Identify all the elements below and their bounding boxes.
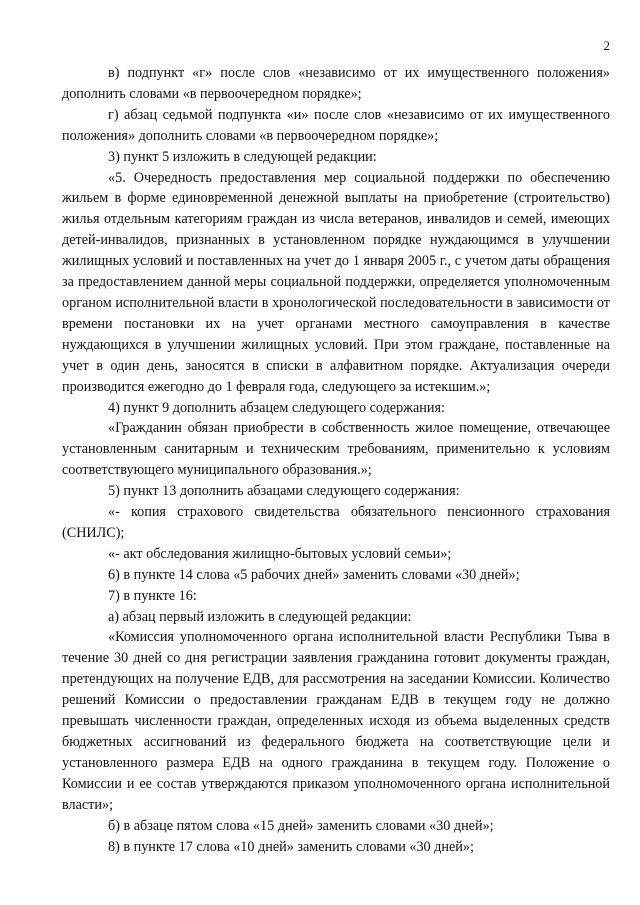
paragraph-item-7: 7) в пункте 16: bbox=[108, 587, 197, 604]
paragraph-subitem-b: б) в абзаце пятом слова «15 дней» заменить словами «30 дней»; bbox=[108, 817, 494, 834]
paragraph-commission-text: «Комиссия уполномоченного органа исполнительной власти Республики Тыва в течение 30 дней со дня регистрации заявления гражданина готовит документы граждан, претендующих на получение ЕДВ, для рассмотрения на заседании Комиссии. Количество решений Комиссии о предоставлении гражданам ЕДВ в текущем году не должно превышать численности граждан, определенных исходя из объема выделенных средств бюджетных ассигнований из федерального бюджета на соответствующие цели и установленного размера ЕДВ на одного гражданина в текущем году. Положение о Комиссии и ее состав утверждаются приказом уполномоченного органа исполнительной власти»; bbox=[62, 629, 610, 813]
paragraph-point-9-text: «Гражданин обязан приобрести в собственность жилое помещение, отвечающее установленным санитарным и техническим требованиям, применительно к условиям соответствующего муниципального образования.»; bbox=[62, 420, 610, 479]
paragraph-subitem-g: г) абзац седьмой подпункта «и» после слов «независимо от их имущественного положения» дополнить словами «в первоочередном порядке»; bbox=[62, 106, 610, 144]
paragraph-subitem-a: а) абзац первый изложить в следующей редакции: bbox=[108, 608, 412, 625]
paragraph-point-5-text: «5. Очередность предоставления мер социальной поддержки по обеспечению жильем в форме единовременной денежной выплаты на приобретение (строительство) жилья отдельным категориям граждан из числа ветеранов, инвалидов и семей, имеющих детей-инвалидов, признанных в установленном порядке нуждающимся в улучшении жилищных условий и поставленных на учет до 1 января 2005 г., с учетом даты обращения за предоставлением данной меры социальной поддержки, определяется уполномоченным органом исполнительной власти в хронологической последовательности в зависимости от времени постановки их на учет органами местного самоуправления в качестве нуждающихся в улучшении жилищных условий. При этом граждане, поставленные на учет в один день, заносятся в списки в алфавитном порядке. Актуализация очереди производится ежегодно до 1 февраля года, следующего за истекшим.»; bbox=[62, 169, 610, 395]
paragraph-item-3: 3) пункт 5 изложить в следующей редакции: bbox=[108, 148, 377, 165]
paragraph-item-4: 4) пункт 9 дополнить абзацем следующего содержания: bbox=[108, 399, 445, 416]
paragraph-snils: «- копия страхового свидетельства обязательного пенсионного страхования (СНИЛС); bbox=[62, 504, 610, 541]
paragraph-subitem-v: в) подпункт «г» после слов «независимо от их имущественного положения» дополнить словами «в первоочередном порядке»; bbox=[62, 65, 610, 102]
page-number: 2 bbox=[603, 38, 610, 53]
paragraph-item-6: 6) в пункте 14 слова «5 рабочих дней» заменить словами «30 дней»; bbox=[108, 566, 520, 583]
paragraph-inspection-act: «- акт обследования жилищно-бытовых условий семьи»; bbox=[108, 545, 452, 562]
document-body bbox=[62, 63, 610, 857]
paragraph-item-5: 5) пункт 13 дополнить абзацами следующего содержания: bbox=[108, 483, 460, 500]
paragraph-item-8: 8) в пункте 17 слова «10 дней» заменить словами «30 дней»; bbox=[108, 838, 474, 855]
